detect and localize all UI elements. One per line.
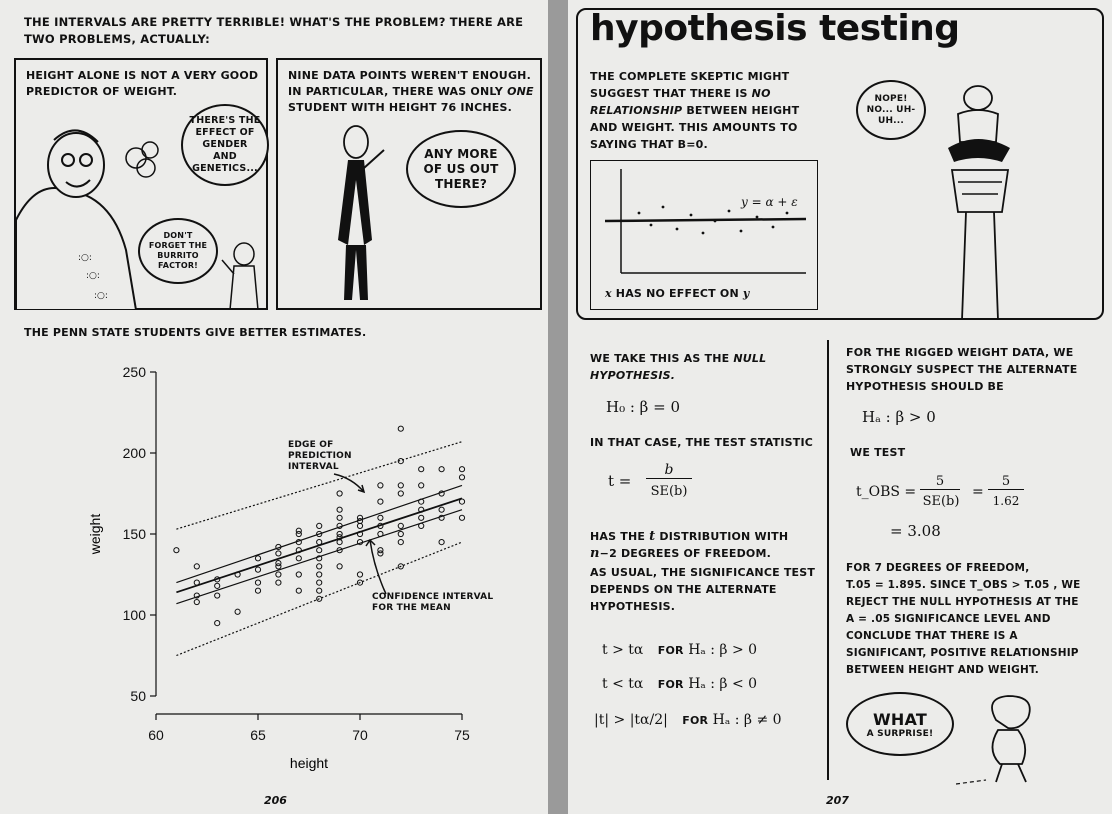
tdist-t: t (649, 529, 656, 544)
data-point (398, 491, 403, 496)
data-point (194, 599, 199, 604)
data-point (276, 572, 281, 577)
t-distribution-text (590, 528, 820, 562)
rule2-stat: t < tα (602, 676, 644, 692)
data-point (215, 621, 220, 626)
t-equation-lhs: t = (608, 472, 632, 490)
data-point (337, 564, 342, 569)
data-point (317, 540, 322, 545)
bubble-genetics-text: THERE'S THE EFFECT OF GENDER AND GENETICS... (189, 115, 261, 174)
inset-data-dot (786, 212, 789, 215)
annotation-confidence: CONFIDENCE INTERVAL FOR THE MEAN (372, 592, 494, 613)
rigged-data-text: FOR THE RIGGED WEIGHT DATA, WE STRONGLY SUSPECT THE ALTERNATE HYPOTHESIS SHOULD BE (846, 346, 1078, 393)
data-point (337, 515, 342, 520)
data-point (317, 564, 322, 569)
tall-student-illustration (308, 120, 398, 310)
tobs-fraction2-num: 5 (988, 474, 1024, 490)
h0-equation: H₀ : β = 0 (606, 398, 681, 416)
data-point (296, 556, 301, 561)
panel2-caption-a: NINE DATA POINTS WEREN'T ENOUGH. IN PARTICULAR, THERE WAS ONLY (288, 69, 531, 98)
tobs-fraction2-den: 1.62 (992, 494, 1020, 508)
bubble-surprise-text: A SURPRISE! (866, 728, 934, 739)
data-point (378, 483, 383, 488)
tobs-lhs: t_OBS = (856, 484, 917, 500)
height-weight-scatter-chart (70, 350, 510, 790)
conclusion-text (846, 560, 1108, 679)
professor-illustration (16, 100, 176, 310)
data-point (255, 580, 260, 585)
page-number-left: 206 (264, 794, 287, 807)
data-point (317, 572, 322, 577)
data-point (337, 531, 342, 536)
comic-panel-2 (276, 58, 542, 310)
y-tick-label: 150 (122, 526, 146, 542)
inset-data-dot (728, 210, 731, 213)
test-statistic-text: IN THAT CASE, THE TEST STATISTIC (590, 436, 814, 449)
bubble-what-text: WHAT (873, 709, 927, 729)
arrow-prediction (330, 470, 370, 500)
data-point (439, 467, 444, 472)
data-point (255, 556, 260, 561)
y-tick-label: 50 (130, 688, 146, 704)
data-point (459, 475, 464, 480)
column-divider (827, 340, 829, 780)
data-point (174, 548, 179, 553)
data-point (215, 583, 220, 588)
conclusion-line-7: BETWEEN HEIGHT AND WEIGHT. (846, 664, 1039, 676)
student-figure-small (216, 238, 266, 310)
y-tick-label: 200 (122, 445, 146, 461)
usual-text: AS USUAL, THE SIGNIFICANCE TEST DEPENDS ON THE ALTERNATE HYPOTHESIS. (590, 566, 816, 613)
data-point (317, 548, 322, 553)
inset-data-dot (690, 214, 693, 217)
left-page (0, 0, 548, 814)
chart-caption: THE PENN STATE STUDENTS GIVE BETTER ESTIMATES. (24, 326, 367, 339)
inset-data-dot (662, 206, 665, 209)
inset-data-dot (702, 232, 705, 235)
panel2-caption-c: STUDENT WITH HEIGHT 76 INCHES. (288, 101, 513, 114)
data-point (276, 580, 281, 585)
data-point (378, 515, 383, 520)
rule-not-equal (594, 710, 782, 731)
df-text: −2 DEGREES OF FREEDOM. (599, 547, 771, 560)
bubble-burrito-text: DON'T FORGET THE BURRITO FACTOR! (148, 231, 208, 270)
rule1-stat: t > tα (602, 642, 644, 658)
data-point (337, 507, 342, 512)
inset-data-dot (772, 226, 775, 229)
inset-data-dot (638, 212, 641, 215)
t-fraction-denominator: SE(b) (650, 484, 688, 499)
x-axis-label: height (289, 755, 329, 771)
data-point (215, 593, 220, 598)
skeptic-text-c: BETWEEN HEIGHT AND WEIGHT. THIS AMOUNTS TO SAYING THAT Β=0. (590, 104, 800, 151)
annotation-prediction: EDGE OF PREDICTION INTERVAL (288, 440, 352, 472)
data-point (439, 540, 444, 545)
conclusion-line-2: T.05 = 1.895. SINCE T_OBS > T.05 , WE (846, 579, 1081, 591)
tobs-equals: = (972, 484, 984, 500)
tobs-fraction1-den: SE(b) (922, 494, 960, 509)
skeptic-text-a: THE COMPLETE SKEPTIC MIGHT SUGGEST THAT THERE IS (590, 70, 790, 100)
conclusion-line-4: Α = .05 SIGNIFICANCE LEVEL AND (846, 613, 1051, 625)
we-test-text: WE TEST (850, 446, 906, 459)
data-point (419, 523, 424, 528)
data-point (296, 572, 301, 577)
svg-text::○:: :○: (78, 253, 92, 263)
data-point (276, 551, 281, 556)
data-point (459, 499, 464, 504)
data-point (317, 580, 322, 585)
inset-data-dot (650, 224, 653, 227)
rule-greater (602, 640, 757, 661)
data-point (419, 467, 424, 472)
bubble-nope-text: NOPE! NO... UH-UH... (866, 93, 916, 126)
conclusion-line-1: FOR 7 DEGREES OF FREEDOM, (846, 562, 1030, 574)
data-point (419, 483, 424, 488)
x-tick-label: 70 (352, 727, 368, 743)
intro-text: THE INTERVALS ARE PRETTY TERRIBLE! WHAT'S THE PROBLEM? THERE ARE TWO PROBLEMS, ACTUALLY: (24, 15, 524, 46)
x-tick-label: 60 (148, 727, 164, 743)
rule1-hyp: Hₐ : β > 0 (688, 642, 758, 658)
comic-panel-1 (14, 58, 268, 310)
y-tick-label: 100 (122, 607, 146, 623)
data-point (235, 609, 240, 614)
panel1-caption: HEIGHT ALONE IS NOT A VERY GOOD PREDICTOR OF WEIGHT. (26, 69, 259, 98)
null-model-inset (590, 160, 818, 310)
ha-equation: Hₐ : β > 0 (862, 408, 936, 426)
skeptic-text (590, 68, 820, 153)
null-hypothesis-emph: NULL HYPOTHESIS. (590, 352, 767, 382)
x-tick-label: 75 (454, 727, 470, 743)
data-point (398, 483, 403, 488)
conclusion-line-3: REJECT THE NULL HYPOTHESIS AT THE (846, 596, 1079, 608)
tobs-fraction1-num: 5 (920, 474, 960, 490)
page-title: hypothesis testing (590, 8, 960, 49)
data-point (419, 515, 424, 520)
data-point (194, 564, 199, 569)
null-model-caption-mid: HAS NO EFFECT ON (611, 287, 743, 300)
svg-text::○:: :○: (86, 271, 100, 281)
walking-character-illustration (956, 690, 1076, 790)
null-model-caption-y: y (742, 287, 750, 300)
inset-data-dot (676, 228, 679, 231)
data-point (317, 523, 322, 528)
tdist-a: HAS THE (590, 530, 650, 543)
rule2-for: FOR (657, 678, 684, 691)
conclusion-line-6: SIGNIFICANT, POSITIVE RELATIONSHIP (846, 647, 1079, 659)
data-point (378, 499, 383, 504)
data-point (459, 515, 464, 520)
rule3-for: FOR (682, 714, 709, 727)
data-point (255, 567, 260, 572)
rule3-hyp: Hₐ : β ≠ 0 (712, 712, 782, 728)
data-point (398, 523, 403, 528)
data-point (276, 561, 281, 566)
speech-bubble-what (846, 692, 954, 756)
data-point (439, 507, 444, 512)
null-hypothesis-a: WE TAKE THIS AS THE (590, 352, 734, 365)
data-point (296, 588, 301, 593)
panel2-caption (288, 68, 536, 116)
data-point (296, 528, 301, 533)
inset-data-dot (756, 216, 759, 219)
rule-less (602, 674, 757, 695)
svg-text::○:: :○: (94, 291, 108, 301)
y-tick-label: 250 (122, 364, 146, 380)
speech-bubble-genetics (181, 104, 269, 186)
chart-lines (176, 442, 462, 656)
speech-bubble-any-more (406, 130, 516, 208)
speech-bubble-nope (856, 80, 926, 140)
bubble-any-more-text: ANY MORE OF US OUT THERE? (423, 146, 499, 191)
data-point (194, 580, 199, 585)
data-point (398, 426, 403, 431)
x-tick-label: 65 (250, 727, 266, 743)
y-axis-label: weight (87, 513, 103, 555)
df-n: n (590, 546, 600, 561)
rule2-hyp: Hₐ : β < 0 (688, 676, 758, 692)
null-model-caption (605, 287, 750, 300)
skeptic-on-column-illustration (918, 70, 1038, 320)
panel2-caption-emph: ONE (507, 85, 534, 98)
inset-data-dot (740, 230, 743, 233)
null-model-plot (591, 161, 816, 281)
skeptic-text-emph: NO RELATIONSHIP (590, 87, 771, 117)
data-point (317, 588, 322, 593)
speech-bubble-burrito (138, 218, 218, 284)
hypothesis-panel (576, 8, 1104, 320)
page-number-right: 207 (826, 794, 849, 807)
tdist-c: DISTRIBUTION WITH (655, 530, 789, 543)
data-point (255, 588, 260, 593)
null-hypothesis-text (590, 350, 810, 384)
t-fraction-numerator: b (646, 462, 692, 479)
conclusion-line-5: CONCLUDE THAT THERE IS A (846, 630, 1018, 642)
rule3-stat: |t| > |tα/2| (594, 712, 668, 728)
inset-data-dot (714, 220, 717, 223)
tobs-result: = 3.08 (890, 522, 941, 540)
arrow-confidence (360, 534, 400, 598)
rule1-for: FOR (657, 644, 684, 657)
null-model-equation: y = α + ε (741, 195, 798, 209)
right-page (568, 0, 1112, 814)
null-model-caption-x: x (605, 287, 612, 300)
data-point (459, 467, 464, 472)
